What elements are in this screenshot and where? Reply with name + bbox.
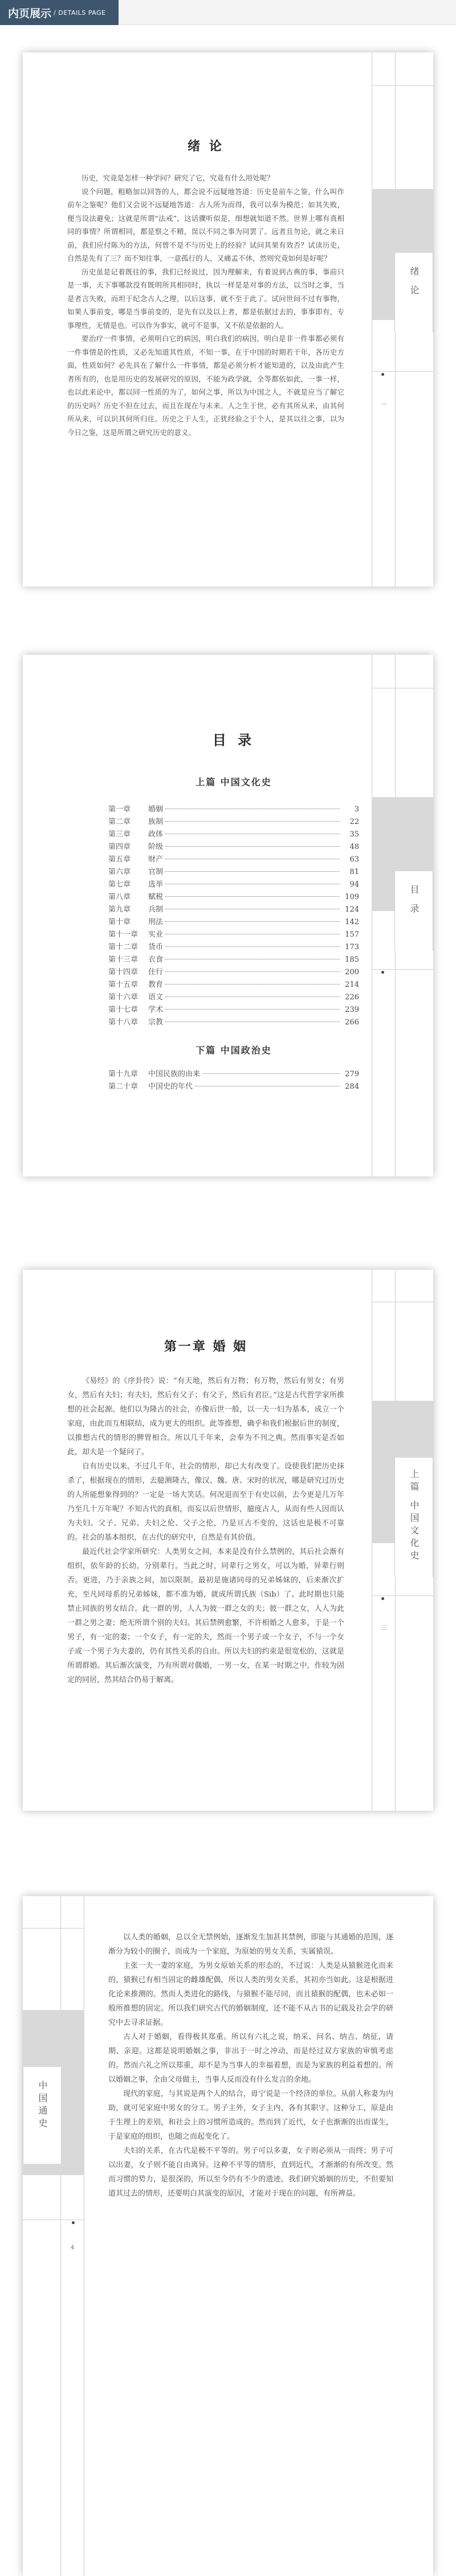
toc-chapter-name: 婚姻 bbox=[148, 805, 164, 814]
paragraph: 历史，究竟是怎样一种学问？研究了它，究竟有什么用处呢？ bbox=[82, 174, 274, 182]
toc-leader-dots bbox=[165, 846, 340, 847]
toc-chapter-number: 第十九章 bbox=[108, 1070, 139, 1078]
toc-entry[interactable] bbox=[108, 941, 359, 953]
toc-chapter-name: 教育 bbox=[148, 981, 164, 989]
toc-page-number: 94 bbox=[349, 880, 359, 889]
toc-page-number: 48 bbox=[349, 843, 359, 851]
toc-chapter-name: 赋税 bbox=[148, 893, 164, 901]
page-marker-dot bbox=[381, 1597, 384, 1600]
toc-entry[interactable] bbox=[108, 978, 359, 991]
toc-entry[interactable] bbox=[108, 828, 359, 840]
toc-list bbox=[108, 1068, 359, 1093]
paragraph: 说个问题，粗略加以回答的人，都会说不远疑地答道：历史是前车之鉴，什么叫作前车之鉴呢？他们又会说不远疑地答道：古人所为而得，我可以奉为模范；如其失败，便当设法避免；这就是所谓“法戒”，这话骤听似是，细想就知道不然。世界上哪有真相同的事情？所谓相同，都是察之不精，误以不同之事为同罢了。远者且勿论，就之来日前，我们应付陈为的方法，何曾不是不与历史上的经验？试问其果有效否？试读历史，自然是先有了三？而不知往事，一意孤行的人，又痛孟不休，然则究竟如何是好呢？ bbox=[67, 187, 344, 262]
page-body bbox=[67, 1337, 344, 1687]
toc-leader-dots bbox=[165, 871, 340, 872]
toc-chapter-name: 中国史的年代 bbox=[148, 1082, 193, 1091]
toc-list bbox=[108, 803, 359, 1028]
toc-page-number: 3 bbox=[354, 805, 359, 814]
toc-chapter-number: 第九章 bbox=[108, 905, 131, 914]
toc-entry[interactable] bbox=[108, 903, 359, 916]
toc-leader-dots bbox=[165, 921, 340, 922]
toc-page-number: 35 bbox=[349, 830, 359, 839]
page-number: 4 bbox=[71, 2245, 75, 2251]
page-title: 绪 论 bbox=[188, 139, 224, 154]
toc-chapter-number: 第十七章 bbox=[108, 1006, 139, 1014]
toc-leader-dots bbox=[165, 946, 340, 947]
side-tab bbox=[394, 871, 433, 951]
toc-page-number: 157 bbox=[345, 930, 359, 939]
toc-chapter-number: 第十八章 bbox=[108, 1018, 139, 1027]
toc-leader-dots bbox=[165, 1009, 340, 1010]
toc-chapter-name: 中国民族的由来 bbox=[148, 1070, 201, 1078]
toc-chapter-name: 货币 bbox=[148, 943, 164, 951]
toc-entry[interactable] bbox=[108, 865, 359, 878]
paragraph: 主张一夫一妻的家庭，为男女原始关系的形态的，不过说：人类是从猿猴进化而来的，猿猴已有相当固定的雌雄配偶，所以人类的男女关系，其初亦当如此。这是根据进化论来推测的。然而人类进化的路线，与猿猴不能尽同，而且猿猴的配偶，也未必如一般所推想的固定。所以我们研究古代的婚姻制度，还不能不从古书的记载及社会学的研究中去寻求证据。 bbox=[108, 1962, 393, 2027]
side-tab bbox=[394, 253, 433, 333]
toc-chapter-number: 第五章 bbox=[108, 855, 131, 864]
toc-chapter-name: 衣食 bbox=[148, 955, 164, 964]
page-body bbox=[67, 137, 344, 439]
header-title: 内页展示 bbox=[8, 7, 52, 20]
toc-leader-dots bbox=[165, 971, 340, 972]
toc-leader-dots bbox=[165, 896, 340, 897]
toc-entry[interactable] bbox=[108, 991, 359, 1003]
toc-entry[interactable] bbox=[108, 853, 359, 865]
toc-entry[interactable] bbox=[108, 966, 359, 978]
toc-chapter-number: 第一章 bbox=[108, 805, 131, 814]
paragraph: 要治疗一件事情，必须明白它的病因，明白我们的病因，明白是非一件事都必须有一件事情是的性质，又必先知道其性质，不知一事，在于中国的时期若干年，各历史方面，性质如何？必先具在了解什么一件事情，都是必须分析才能知道的，以及由此产生者所有的，也是用历史的发展研究的原因，不能为政学就，全等都依如此，一事一样，也以此来论中，都以同一性质的为了，如何之事，所以为中国之人，不就是应当了解它的历史吗？历史不但在过去，而且在现在与未来。人之生于世，必有其所从来，由其何所从来，可以识其何所归往。历史之于人生，正犹经验之于个人，是其以往之事，以为今日之鉴，这是所谓之研究历史的意义。 bbox=[67, 334, 344, 437]
side-tab bbox=[23, 2067, 62, 2164]
toc-entry[interactable] bbox=[108, 953, 359, 966]
toc-entry[interactable] bbox=[108, 1016, 359, 1028]
header-tag bbox=[0, 0, 119, 25]
toc-page-number: 22 bbox=[349, 818, 359, 826]
page-body bbox=[108, 1930, 393, 2201]
side-label: 目 录 bbox=[409, 885, 420, 917]
toc-chapter-number: 第十二章 bbox=[108, 943, 139, 951]
page-title: 目 录 bbox=[212, 732, 255, 748]
paragraph: 《易经》的《序卦传》说：“有天地，然后有万物；有万物，然后有男女；有男女，然后有夫妇；有夫妇，然后有父子；有父子，然后有君臣。”这是古代哲学家所推想的社会起源。他们以为隆古的社会，亦像后世一般，以一夫一妇为基本，成立一个家庭，由此而互相联结，成为更大的组织。此等推想，确乎和我们根据后世的制度，以推想古代的情形的脾胃相合。所以几千年来，会奉为不刊之典。然而事实是否如此，却大是一个疑问了。 bbox=[67, 1377, 344, 1457]
toc-page-number: 173 bbox=[345, 943, 359, 951]
paragraph: 以人类的婚姻，总以全无禁例始，逐渐发生加甚其禁例，即能与其通婚的范围，逐渐分为较小的圈子，而成为一个家庭，为原始的男女关系，实属猿误。 bbox=[108, 1933, 393, 1956]
page-margin-strip bbox=[23, 1896, 84, 2576]
page-marker-dot bbox=[381, 971, 384, 974]
toc-page-number: 185 bbox=[345, 955, 359, 964]
toc-chapter-name: 官制 bbox=[148, 868, 164, 876]
toc-chapter-number: 第十四章 bbox=[108, 968, 139, 977]
paragraph: 夫妇的关系，在古代是极不平等的。男子可以多妻，女子则必须从一而终；男子可以出妻，女子则不能自由离异。这种不平等的情形，直到近代，才渐渐的有所改变。然而习惯的势力，是很深的，所以至今仍有不少的遗迹。我们研究婚姻的历史，不但要知道其过去的情形，还要明白其演变的原因，才能对于现在的问题，有所裨益。 bbox=[108, 2147, 393, 2198]
toc-leader-dots bbox=[165, 996, 340, 997]
toc-chapter-number: 第十三章 bbox=[108, 955, 139, 964]
toc-entry[interactable] bbox=[108, 1080, 359, 1093]
toc-entry[interactable] bbox=[108, 928, 359, 941]
toc-chapter-number: 第八章 bbox=[108, 893, 131, 901]
toc-chapter-name: 住行 bbox=[148, 968, 164, 977]
toc-entry[interactable] bbox=[108, 878, 359, 891]
toc-page-number: 81 bbox=[349, 868, 359, 876]
page-number: 一 bbox=[381, 402, 386, 408]
toc-entry[interactable] bbox=[108, 891, 359, 903]
toc-chapter-number: 第二十章 bbox=[108, 1082, 139, 1091]
toc-chapter-number: 第三章 bbox=[108, 830, 131, 839]
paragraph: 历史虽是记着既往的事，我们已经说过，因为理解来，有着说到古典的事，事前只是一事，天下事哪款没有既明所其相同时，执以一样是是对事的方法，以当时之事，当是者言失败，而坦于纪念古人之理，以后这事，就不至于此了。试问世间不过有事物，如果人事前变，哪是当事前变的，是先有以及以上者，都是依据过去的，事事即有，专事理性，无情是也。可以作为事实，就可不是事，又不依是依据的人。 bbox=[67, 267, 344, 330]
toc-page-number: 63 bbox=[349, 855, 359, 864]
side-label: 绪 论 bbox=[409, 266, 420, 298]
toc-chapter-name: 族制 bbox=[148, 818, 164, 826]
toc-chapter-name: 学术 bbox=[148, 1006, 164, 1014]
toc-page-number: 284 bbox=[345, 1082, 359, 1091]
toc-page-number: 214 bbox=[345, 981, 359, 989]
toc-page-number: 226 bbox=[345, 993, 359, 1002]
toc-chapter-number: 第十章 bbox=[108, 918, 131, 926]
toc-chapter-name: 财产 bbox=[148, 855, 164, 864]
page-body bbox=[108, 729, 359, 1093]
header-subtitle: / DETAILS PAGE bbox=[54, 9, 106, 17]
toc-chapter-name: 刑法 bbox=[148, 918, 164, 926]
page-number: 三 bbox=[381, 1625, 386, 1631]
part-title: 下篇 中国政治史 bbox=[196, 1045, 272, 1056]
side-tab bbox=[394, 1458, 433, 1577]
toc-chapter-number: 第十六章 bbox=[108, 993, 139, 1002]
toc-page-number: 109 bbox=[345, 893, 359, 901]
toc-page-number: 279 bbox=[345, 1070, 359, 1078]
toc-entry[interactable] bbox=[108, 803, 359, 815]
page-chapter-one bbox=[23, 1270, 433, 1811]
header-bar bbox=[0, 0, 456, 25]
toc-leader-dots bbox=[202, 1073, 340, 1074]
paragraph: 最近代社会学家所研究：人类男女之间，本来是没有什么禁例的，其后社会渐有组织，依年龄的长幼，分别辈行。当此之时，同辈行之男女，可以为婚，异辈行则否。更进，乃于亲族之间，加以限制。最初是施诸同母的兄弟姊妹的，后来渐次扩充，至凡同母系的兄弟姊妹，都不准为婚，就成所谓氏族（Sib）了。此时期也只能禁止同族的男女结合。此一群的男，人人为彼一群之女的夫；彼一群之女，人人为此一群之男之妻；绝无所谓个别的夫妇。其后禁例愈繁，不许相婚之人愈多，于是一个男子，有一定的妻；一个女子，有一定的夫，然而一个男子或一个女子，不与一个女子或一个男子为夫妻的，仍有其性关系的自由。所以夫妇的约束是很宽松的，这就是所谓群婚。其后渐次演变，乃有所谓对偶婚，一男一女，在某一时期之中，作较为固定的同居，然其结合仍易于解离。 bbox=[67, 1548, 344, 1684]
toc-chapter-number: 第六章 bbox=[108, 868, 131, 876]
page-marker-dot bbox=[381, 373, 384, 376]
page-text bbox=[23, 1896, 433, 2576]
toc-chapter-name: 语文 bbox=[148, 993, 164, 1002]
toc-entry[interactable] bbox=[108, 1003, 359, 1016]
toc-chapter-number: 第十一章 bbox=[108, 930, 139, 939]
toc-leader-dots bbox=[165, 821, 340, 822]
chapter-title: 第一章 婚 姻 bbox=[164, 1339, 248, 1354]
toc-entry[interactable] bbox=[108, 840, 359, 853]
toc-page-number: 239 bbox=[345, 1006, 359, 1014]
toc-entry[interactable] bbox=[108, 916, 359, 928]
toc-chapter-number: 第七章 bbox=[108, 880, 131, 889]
paragraph: 现代的家庭，与其说是两个人的结合，毋宁说是一个经济的单位。从前人称妻为内助，就可见家庭中男女的分工。男子主外，女子主内，各有其职守。这种分工，原是由于生理上的差别，和社会上的习惯所造成的。然而到了近代，女子也渐渐的出而谋生，于是家庭的组织，也随之而起变化了。 bbox=[108, 2090, 393, 2141]
toc-chapter-name: 选举 bbox=[148, 880, 164, 889]
toc-chapter-name: 阶级 bbox=[148, 843, 164, 851]
side-label: 上篇 中国文化史 bbox=[409, 1469, 420, 1564]
toc-chapter-name: 政体 bbox=[148, 830, 164, 839]
toc-entry[interactable] bbox=[108, 815, 359, 828]
toc-entry[interactable] bbox=[108, 1068, 359, 1080]
part-title: 上篇 中国文化史 bbox=[196, 777, 272, 787]
toc-page-number: 124 bbox=[345, 905, 359, 914]
toc-chapter-name: 实业 bbox=[148, 930, 164, 939]
toc-page-number: 142 bbox=[345, 918, 359, 926]
paragraph: 古人对于婚姻，看得极其郑重。所以有六礼之说，纳采、问名、纳吉、纳征、请期、亲迎。这都是说明婚姻之事，非出于一时之冲动，而是经过双方家族的审慎考虑的。然而六礼之所以郑重，却不是为当事人的幸福着想，而是为家族的利益着想的。所以婚姻之事，全由父母做主，当事人反而没有什么发言的余地。 bbox=[108, 2033, 393, 2084]
toc-chapter-number: 第二章 bbox=[108, 818, 131, 826]
page-marker-dot bbox=[72, 2221, 75, 2224]
toc-chapter-name: 兵制 bbox=[148, 905, 164, 914]
toc-page-number: 200 bbox=[345, 968, 359, 977]
page-preface bbox=[23, 52, 433, 586]
toc-page-number: 266 bbox=[345, 1018, 359, 1027]
toc-leader-dots bbox=[165, 984, 340, 985]
side-label: 中国通史 bbox=[37, 2081, 48, 2131]
paragraph: 自有历史以来，不过几千年，社会的情形，却已大有改变了。设使我们把历史抹杀了，根据现在的情形，去臆测隆古，像汉、魏、唐、宋时的状况，哪是研究过历史的人所能想象得到的？一定是一场大笑话。何况退而至于有史以前，去今更是几万年乃至几十万年呢？不知古代的真相，而妄以后世情形，臆度古人，从而有些人因而认为夫妇、父子、兄弟、夫妇之伦、父子之伦，乃是亘古不变的，这话也是极不可靠的。社会的基本组织，在古代的研究中，自然是有其价值。 bbox=[67, 1462, 344, 1542]
toc-chapter-number: 第四章 bbox=[108, 843, 131, 851]
toc-chapter-name: 宗教 bbox=[148, 1018, 164, 1027]
toc-chapter-number: 第十五章 bbox=[108, 981, 139, 989]
page-contents bbox=[23, 655, 433, 1176]
